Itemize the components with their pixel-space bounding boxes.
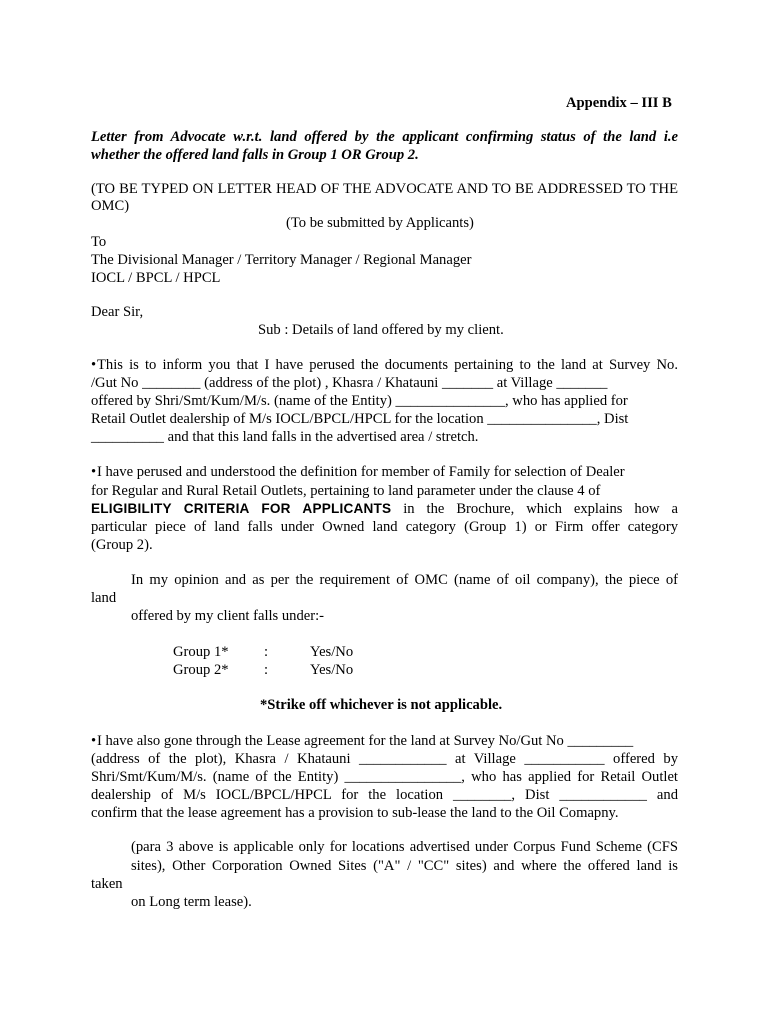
bullet-icon: •: [91, 733, 97, 749]
address-companies: IOCL / BPCL / HPCL: [91, 270, 221, 286]
note-line-4: on Long term lease).: [131, 894, 252, 910]
address-designation: The Divisional Manager / Territory Manager / Regional Manager: [91, 252, 472, 268]
para3-line-4: dealership of M/s IOCL/BPCL/HPCL for the location ________, Dist ____________ and: [91, 787, 678, 803]
heading-line-1: Letter from Advocate w.r.t. land offered by the applicant confirming status of the land i.e: [91, 129, 678, 145]
bullet-icon: •: [91, 464, 97, 480]
group-1-value: Yes/No: [310, 644, 354, 660]
para2-line-3: ELIGIBILITY CRITERIA FOR APPLICANTS in the Brochure, which explains how a: [91, 501, 679, 517]
para2-line-5: (Group 2).: [91, 537, 153, 553]
instruction-line-3: (To be submitted by Applicants): [286, 215, 474, 231]
address-to: To: [91, 234, 107, 250]
para3-line-2: (address of the plot), Khasra / Khatauni ____________ at Village ___________ offered by: [91, 751, 678, 767]
instruction-line-2: OMC): [91, 198, 130, 214]
strike-note: *Strike off whichever is not applicable.: [260, 697, 503, 713]
group-2-sep: :: [264, 662, 269, 678]
salutation: Dear Sir,: [91, 304, 144, 320]
instruction-line-1: (TO BE TYPED ON LETTER HEAD OF THE ADVOCATE AND TO BE ADDRESSED TO THE: [91, 181, 678, 197]
para2-line-4: particular piece of land falls under Owned land category (Group 1) or Firm offer category: [91, 519, 678, 535]
para1-line-2: /Gut No ________ (address of the plot) , Khasra / Khatauni _______ at Village _______: [91, 375, 608, 391]
para1-line-4: Retail Outlet dealership of M/s IOCL/BPCL/HPCL for the location _______________, Dist: [91, 411, 629, 427]
note-line-2: sites), Other Corporation Owned Sites ("A" / "CC" sites) and where the offered land is: [131, 858, 678, 874]
para3-line-5: confirm that the lease agreement has a provision to sub-lease the land to the Oil Comapny.: [91, 805, 619, 821]
subject-line: Sub : Details of land offered by my client.: [258, 322, 504, 338]
para2-line-2: for Regular and Rural Retail Outlets, pertaining to land parameter under the clause 4 of: [91, 483, 601, 499]
opinion-line-3: offered by my client falls under:-: [131, 608, 325, 624]
note-line-1: (para 3 above is applicable only for locations advertised under Corpus Fund Scheme (CFS: [131, 839, 678, 855]
para1-line-3: offered by Shri/Smt/Kum/M/s. (name of the Entity) _______________, who has applied for: [91, 393, 628, 409]
opinion-line-1: In my opinion and as per the requirement of OMC (name of oil company), the piece of: [131, 572, 678, 588]
group-2-label: Group 2*: [173, 662, 229, 678]
eligibility-criteria-text: ELIGIBILITY CRITERIA FOR APPLICANTS: [91, 501, 392, 516]
para1-line-1: •This is to inform you that I have perused the documents pertaining to the land at Survey No.: [91, 357, 678, 373]
appendix-label: Appendix – III B: [566, 95, 672, 111]
group-1-sep: :: [264, 644, 269, 660]
group-2-value: Yes/No: [310, 662, 354, 678]
opinion-line-2: land: [91, 590, 117, 606]
para1-line-5: __________ and that this land falls in the advertised area / stretch.: [91, 429, 479, 445]
note-line-3: taken: [91, 876, 123, 892]
para3-line-1: •I have also gone through the Lease agreement for the land at Survey No/Gut No _________: [91, 733, 634, 749]
group-1-label: Group 1*: [173, 644, 229, 660]
para3-line-3: Shri/Smt/Kum/M/s. (name of the Entity) ________________, who has applied for Retail Outlet: [91, 769, 678, 785]
heading-line-2: whether the offered land falls in Group 1 OR Group 2.: [91, 147, 419, 163]
para2-line-1: •I have perused and understood the definition for member of Family for selection of Dealer: [91, 464, 625, 480]
bullet-icon: •: [91, 357, 97, 373]
